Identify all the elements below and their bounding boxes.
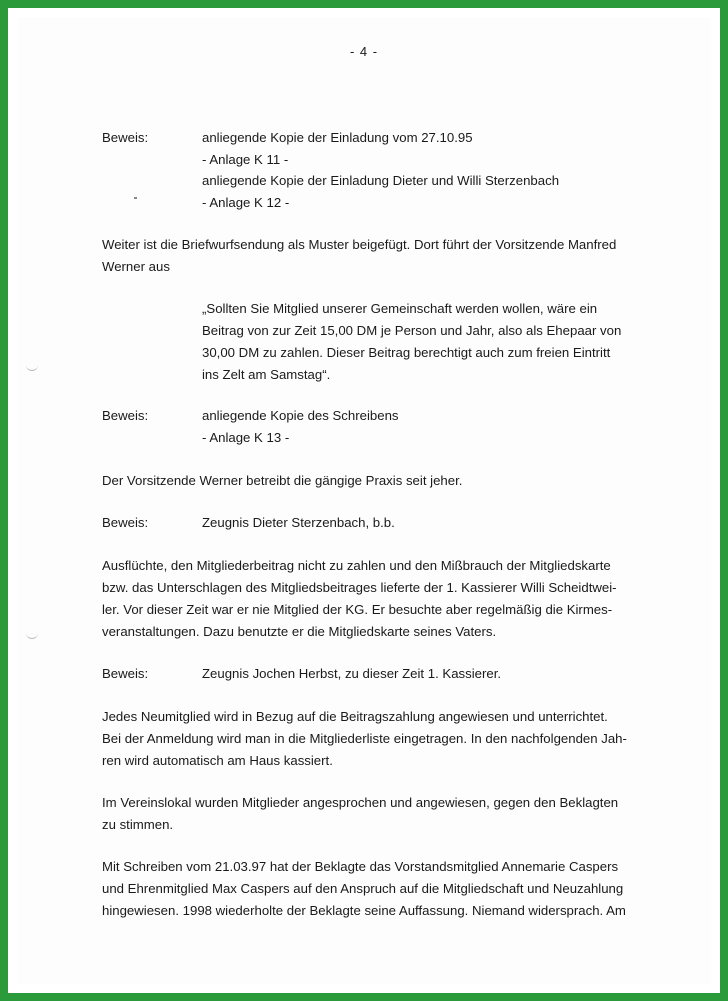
evidence-line: - Anlage K 12 -	[202, 195, 290, 210]
paragraph-line: bzw. das Unterschlagen des Mitgliedsbeitrages lieferte der 1. Kassierer Willi Scheidtwei-	[102, 580, 617, 595]
evidence-label: Beweis:	[102, 515, 149, 530]
paragraph-line: ler. Vor dieser Zeit war er nie Mitglied der KG. Er besuchte aber regelmäßig die Kirmes-	[102, 602, 613, 617]
evidence-line: - Anlage K 13 -	[202, 430, 290, 445]
paragraph-line: veranstaltungen. Dazu benutzte er die Mitgliedskarte seines Vaters.	[102, 624, 497, 639]
quote-line: Beitrag von zur Zeit 15,00 DM je Person und Jahr, also als Ehepaar von	[202, 323, 622, 338]
paragraph-line: Weiter ist die Briefwurfsendung als Muster beigefügt. Dort führt der Vorsitzende Manfred	[102, 237, 617, 252]
evidence-line: Zeugnis Dieter Sterzenbach, b.b.	[202, 515, 395, 530]
quote-line: 30,00 DM zu zahlen. Dieser Beitrag berechtigt auch zum freien Eintritt	[202, 345, 611, 360]
evidence-line: Zeugnis Jochen Herbst, zu dieser Zeit 1. Kassierer.	[202, 666, 502, 681]
paragraph-line: hingewiesen. 1998 wiederholte der Beklagte seine Auffassung. Niemand widersprach. Am	[102, 903, 626, 918]
paragraph-line: zu stimmen.	[102, 817, 174, 832]
evidence-label: Beweis:	[102, 130, 149, 145]
evidence-label: Beweis:	[102, 666, 149, 681]
paragraph-line: Im Vereinslokal wurden Mitglieder angesprochen und angewiesen, gegen den Beklagten	[102, 795, 619, 810]
evidence-line: anliegende Kopie der Einladung vom 27.10.95	[202, 130, 473, 145]
page-sheet	[17, 17, 711, 984]
evidence-line: anliegende Kopie des Schreibens	[202, 408, 399, 423]
scan-dot	[134, 197, 137, 199]
paragraph-line: Bei der Anmeldung wird man in die Mitgliederliste eingetragen. In den nachfolgenden Jah-	[102, 731, 627, 746]
quote-line: „Sollten Sie Mitglied unserer Gemeinschaft werden wollen, wäre ein	[202, 301, 598, 316]
paragraph-line: Mit Schreiben vom 21.03.97 hat der Beklagte das Vorstandsmitglied Annemarie Caspers	[102, 859, 619, 874]
evidence-line: anliegende Kopie der Einladung Dieter und Willi Sterzenbach	[202, 173, 560, 188]
paragraph-line: Werner aus	[102, 259, 170, 274]
paragraph-line: Ausflüchte, den Mitgliederbeitrag nicht zu zahlen und den Mißbrauch der Mitgliedskarte	[102, 558, 611, 573]
paragraph-line: ren wird automatisch am Haus kassiert.	[102, 753, 333, 768]
quote-line: ins Zelt am Samstag“.	[202, 367, 331, 382]
evidence-line: - Anlage K 11 -	[202, 152, 289, 167]
paragraph-line: Der Vorsitzende Werner betreibt die gängige Praxis seit jeher.	[102, 473, 463, 488]
paragraph-line: und Ehrenmitglied Max Caspers auf den Anspruch auf die Mitgliedschaft und Neuzahlung	[102, 881, 624, 896]
page-number: - 4 -	[349, 44, 379, 59]
paragraph-line: Jedes Neumitglied wird in Bezug auf die Beitragszahlung angewiesen und unterrichtet.	[102, 709, 608, 724]
evidence-label: Beweis:	[102, 408, 149, 423]
